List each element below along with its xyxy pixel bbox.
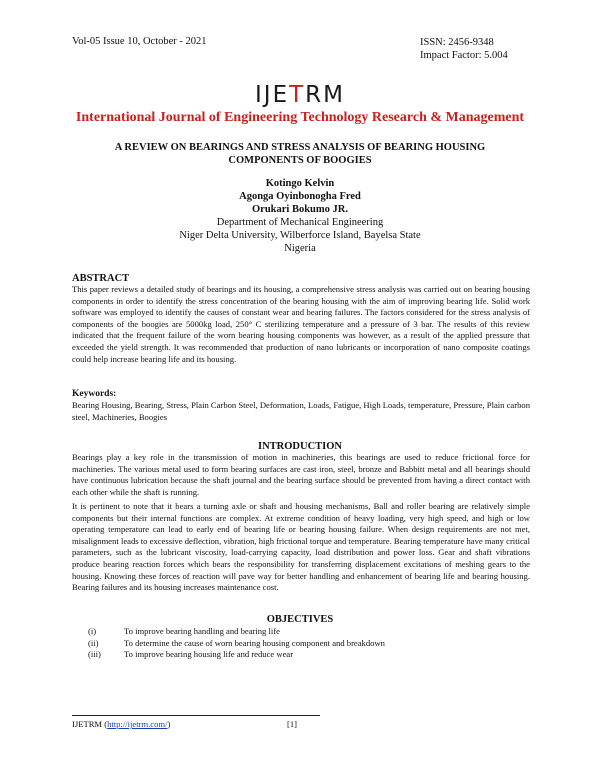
logo-text-1: IJE	[255, 82, 290, 108]
author-name: Kotingo Kelvin	[265, 178, 335, 189]
footer-divider	[72, 715, 320, 716]
journal-logo	[0, 82, 600, 108]
keywords-heading: Keywords:	[72, 389, 117, 399]
logo-text-2: T	[289, 82, 306, 108]
abstract-heading: ABSTRACT	[72, 273, 130, 284]
page-number: [1]	[287, 719, 298, 729]
list-item	[88, 638, 385, 650]
list-item	[88, 649, 385, 661]
abstract-text: This paper reviews a detailed study of bearings and its housing, a comprehensive stress analysis was carried out on bearing housing components in order to identify the stress concentration of the bearing housing with the aim of improving bearing life. Solid work software was employed to identify the causes of constant wear and bearing failures. The factors considered for the stress analysis of components of the boogies are 5000kg load, 250° C sterilizing temperature and a pressure of 3 bar. The results of this review indicated that the frequent failure of the worn bearing housing components was however, as a result of the applied pressure that exceeded the yield strength. It was recommended that production of nano lubricants or incorporation of nano composite coatings could help increase bearing life and its housing.	[72, 284, 530, 364]
affiliation-line: Nigeria	[284, 243, 316, 254]
introduction-heading: INTRODUCTION	[257, 441, 342, 452]
author-name: Orukari Bokumo JR.	[252, 204, 348, 215]
issn-block	[420, 36, 508, 62]
affiliation-line: Department of Mechanical Engineering	[216, 217, 384, 228]
issn: ISSN: 2456-9348	[420, 37, 494, 48]
list-text: To determine the cause of worn bearing housing component and breakdown	[124, 637, 385, 648]
list-number: (ii)	[88, 637, 99, 648]
list-text: To improve bearing housing life and reduce wear	[124, 649, 294, 660]
logo-text-3: RM	[305, 82, 345, 108]
objectives-list	[88, 626, 385, 661]
paper-title	[100, 141, 500, 167]
author-name: Agonga Oyinbonogha Fred	[239, 191, 361, 202]
footer-prefix: IJETRM (	[72, 719, 108, 729]
footer-suffix: )	[167, 719, 171, 729]
title-line-2: COMPONENTS OF BOOGIES	[228, 155, 372, 166]
list-item	[88, 626, 385, 638]
introduction-paragraph: It is pertinent to note that it bears a turning axle or shaft and housing mechanisms, Ball and roller bearing are relatively simple components but their internal functions are complex. At extreme condition of heavy loading, very high speed, and high or low operating temperature can lead to early end of bearing life or bearing housing failure. When design requirements are not met, misalignment leads to excessive deflection, vibration, high frictional torque and temperature. Bearing temperature have many critical parameters, such as the lubricant viscosity, load-carrying capacity, load distribution and power loss. Gear and shaft vibrations produce bearing reaction forces which bears the responsibility for transferring displacement excitations of meshing gears to the housing. Knowing these forces of reaction will pave way for better handling and enhancement of bearing life and bearing housing. Bearing failures and its housing increases maintenance cost.	[72, 501, 530, 593]
journal-name: International Journal of Engineering Technology Research & Management	[75, 110, 525, 125]
list-text: To improve bearing handling and bearing life	[124, 626, 280, 636]
list-number: (i)	[88, 626, 97, 636]
affiliation-line: Niger Delta University, Wilberforce Island, Bayelsa State	[179, 230, 421, 241]
impact-factor: Impact Factor: 5.004	[420, 50, 508, 61]
list-number: (iii)	[88, 649, 101, 660]
objectives-heading: OBJECTIVES	[266, 614, 334, 625]
volume-issue: Vol-05 Issue 10, October - 2021	[72, 36, 207, 47]
title-line-1: A REVIEW ON BEARINGS AND STRESS ANALYSIS OF BEARING HOUSING	[114, 142, 486, 153]
author-block	[0, 177, 600, 255]
keywords-text: Bearing Housing, Bearing, Stress, Plain Carbon Steel, Deformation, Loads, Fatigue, High Loads, temperature, Pressure, Plain carbon steel, Machineries, Boogies	[72, 400, 530, 422]
page-footer	[72, 719, 298, 729]
introduction-paragraph: Bearings play a key role in the transmission of motion in machineries, this bearings are used to reduce frictional force for machineries. The various metal used to form bearing surfaces are cast iron, steel, bronze and Babbitt metal and all bearings should have continuous lubrication because the shaft journal and the bearing surface should be prevented from having a direct contact with each other while the shaft is running.	[72, 452, 530, 497]
journal-link[interactable]: http://ijetrm.com/	[107, 719, 168, 729]
